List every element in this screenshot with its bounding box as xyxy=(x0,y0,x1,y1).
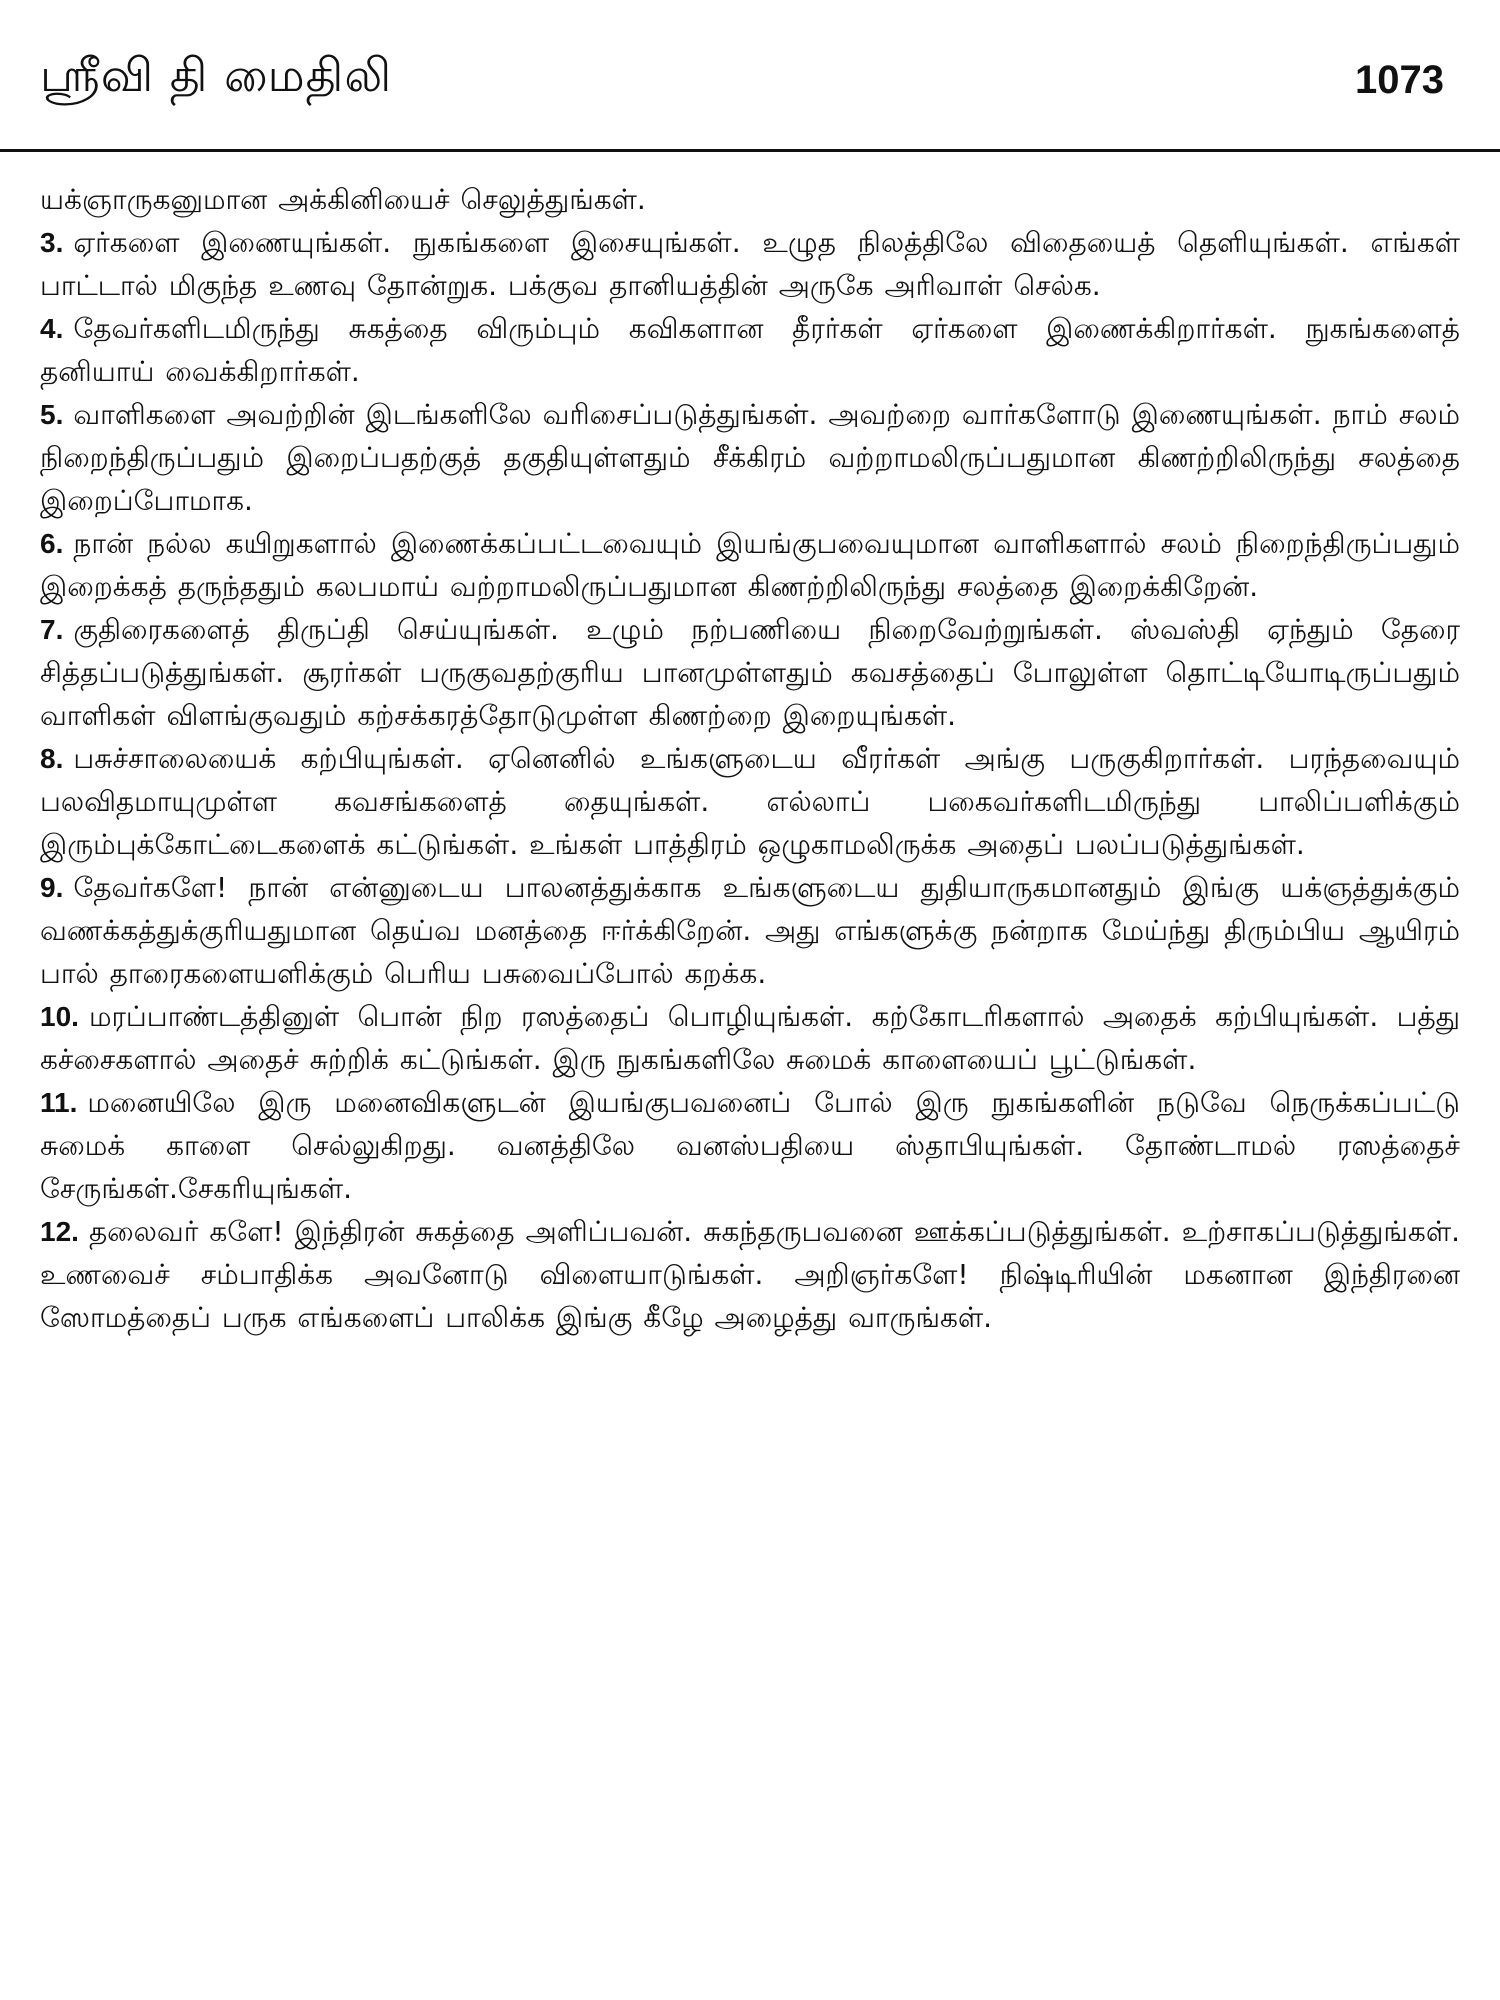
verse-text: வாளிகளை அவற்றின் இடங்களிலே வரிசைப்படுத்துங்கள். அவற்றை வார்களோடு இணையுங்கள். நாம் சலம் நிறைந்திருப்பதும் இறைப்பதற்குத் தகுதியுள்ளதும் சீக்கிரம் வற்றாமலிருப்பதுமான கிணற்றிலிருந்து சலத்தை இறைப்போமாக. xyxy=(40,398,1460,517)
verse-text: பசுச்சாலையைக் கற்பியுங்கள். ஏனெனில் உங்களுடைய வீரர்கள் அங்கு பருகுகிறார்கள். பரந்தவையும் பலவிதமாயுமுள்ள கவசங்களைத் தையுங்கள். எல்லாப் பகைவர்களிடமிருந்து பாலிப்பளிக்கும் இரும்புக்கோட்டைகளைக் கட்டுங்கள். உங்கள் பாத்திரம் ஒழுகாமலிருக்க அதைப் பலப்படுத்துங்கள். xyxy=(40,742,1460,861)
page-header xyxy=(0,0,1500,152)
verse-text: ஏர்களை இணையுங்கள். நுகங்களை இசையுங்கள். உழுத நிலத்திலே விதையைத் தெளியுங்கள். எங்கள் பாட்டால் மிகுந்த உணவு தோன்றுக. பக்குவ தானியத்தின் அருகே அரிவாள் செல்க. xyxy=(40,226,1460,302)
verse-number: 8. xyxy=(40,743,64,774)
verse-number: 11. xyxy=(40,1087,78,1118)
verse-5 xyxy=(40,393,1460,522)
verse-text: தலைவர் களே! இந்திரன் சுகத்தை அளிப்பவன். சுகந்தருபவனை ஊக்கப்படுத்துங்கள். உற்சாகப்படுத்துங்கள். உணவைச் சம்பாதிக்க அவனோடு விளையாடுங்கள். அறிஞர்களே! நிஷ்டிரியின் மகனான இந்திரனை ஸோமத்தைப் பருக எங்களைப் பாலிக்க இங்கு கீழே அழைத்து வாருங்கள். xyxy=(40,1215,1460,1334)
verse-11 xyxy=(40,1081,1460,1210)
verse-6 xyxy=(40,522,1460,608)
verse-number: 7. xyxy=(40,614,64,645)
verse-text: தேவர்களிடமிருந்து சுகத்தை விரும்பும் கவிகளான தீரர்கள் ஏர்களை இணைக்கிறார்கள். நுகங்களைத் தனியாய் வைக்கிறார்கள். xyxy=(40,312,1460,388)
verse-number: 10. xyxy=(40,1001,79,1032)
verse-9 xyxy=(40,866,1460,995)
book-title: ஸ்ரீவி தி மைதிலி xyxy=(40,48,393,102)
verse-10 xyxy=(40,995,1460,1081)
page-number: 1073 xyxy=(1355,58,1444,102)
verse-text: குதிரைகளைத் திருப்தி செய்யுங்கள். உழும் நற்பணியை நிறைவேற்றுங்கள். ஸ்வஸ்தி ஏந்தும் தேரை சித்தப்படுத்துங்கள். சூரர்கள் பருகுவதற்குரிய பானமுள்ளதும் கவசத்தைப் போலுள்ள தொட்டியோடிருப்பதும் வாளிகள் விளங்குவதும் கற்சக்கரத்தோடுமுள்ள கிணற்றை இறையுங்கள். xyxy=(40,613,1460,732)
verse-number: 6. xyxy=(40,528,64,559)
verse-12 xyxy=(40,1210,1460,1339)
body-text xyxy=(40,178,1460,1339)
verse-7 xyxy=(40,608,1460,737)
verse-3 xyxy=(40,221,1460,307)
verse-text: நான் நல்ல கயிறுகளால் இணைக்கப்பட்டவையும் இயங்குபவையுமான வாளிகளால் சலம் நிறைந்திருப்பதும் இறைக்கத் தருந்ததும் கலபமாய் வற்றாமலிருப்பதுமான கிணற்றிலிருந்து சலத்தை இறைக்கிறேன். xyxy=(40,527,1460,603)
verse-text: மரப்பாண்டத்தினுள் பொன் நிற ரஸத்தைப் பொழியுங்கள். கற்கோடரிகளால் அதைக் கற்பியுங்கள். பத்து கச்சைகளால் அதைச் சுற்றிக் கட்டுங்கள். இரு நுகங்களிலே சுமைக் காளையைப் பூட்டுங்கள். xyxy=(40,1000,1460,1076)
verse-4 xyxy=(40,307,1460,393)
verse-number: 5. xyxy=(40,399,64,430)
verse-number: 9. xyxy=(40,872,64,903)
verse-number: 4. xyxy=(40,313,64,344)
verse-number: 12. xyxy=(40,1216,79,1247)
continuation-paragraph: யக்ஞாருகனுமான அக்கினியைச் செலுத்துங்கள். xyxy=(40,183,646,216)
verse-number: 3. xyxy=(40,227,64,258)
verse-8 xyxy=(40,737,1460,866)
verse-text: தேவர்களே! நான் என்னுடைய பாலனத்துக்காக உங்களுடைய துதியாருகமானதும் இங்கு யக்ஞத்துக்கும் வணக்கத்துக்குரியதுமான தெய்வ மனத்தை ஈர்க்கிறேன். அது எங்களுக்கு நன்றாக மேய்ந்து திரும்பிய ஆயிரம் பால் தாரைகளையளிக்கும் பெரிய பசுவைப்போல் கறக்க. xyxy=(40,871,1460,990)
verse-text: மனையிலே இரு மனைவிகளுடன் இயங்குபவனைப் போல் இரு நுகங்களின் நடுவே நெருக்கப்பட்டு சுமைக் காளை செல்லுகிறது. வனத்திலே வனஸ்பதியை ஸ்தாபியுங்கள். தோண்டாமல் ரஸத்தைச் சேருங்கள்.சேகரியுங்கள். xyxy=(40,1086,1460,1205)
